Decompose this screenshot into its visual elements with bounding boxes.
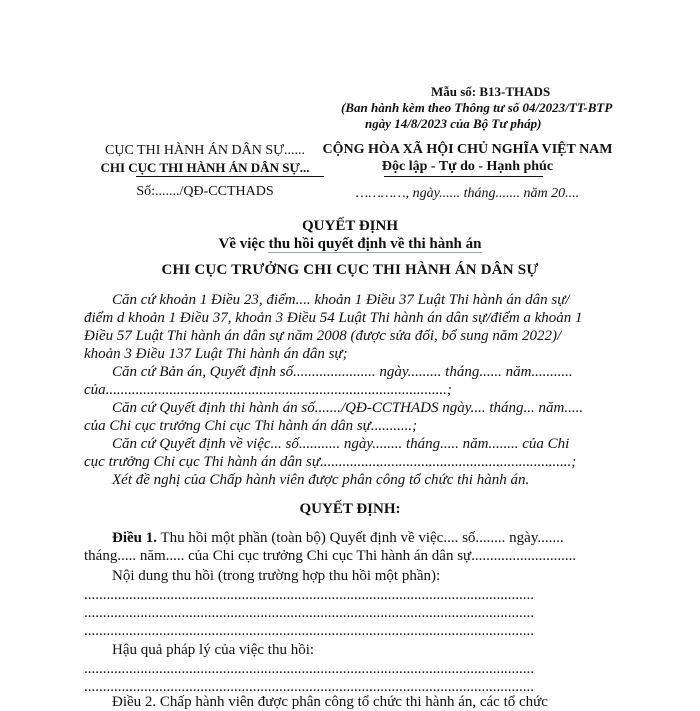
motto-underline	[384, 176, 543, 177]
document-title: QUYẾT ĐỊNH	[302, 218, 398, 234]
basis-line: Điều 57 Luật Thi hành án dân sự năm 2008 (được sửa đổi, bổ sung năm 2022)/	[84, 328, 562, 344]
dotted-fill-line: ........................................................................................................................	[84, 587, 534, 603]
document-subject	[0, 236, 700, 253]
basis-line: của...........................................................................................;	[84, 382, 452, 398]
document-number: Số:......./QĐ-CCTHADS	[136, 184, 274, 199]
national-motto: Độc lập - Tự do - Hạnh phúc	[381, 159, 554, 174]
dotted-fill-line: ........................................................................................................................	[84, 605, 534, 621]
sub-agency-underline	[136, 176, 324, 177]
article-1-line2: tháng..... năm..... của Chi cục trưởng Chi cục Thi hành án dân sự............................	[84, 548, 577, 564]
basis-line: Căn cứ Quyết định thi hành án số......./QĐ-CCTHADS ngày.... tháng... năm.....	[112, 400, 584, 416]
basis-line: khoản 3 Điều 137 Luật Thi hành án dân sự;	[84, 346, 348, 362]
dotted-fill-line: ........................................................................................................................	[84, 623, 534, 639]
basis-line: Xét đề nghị của Chấp hành viên được phân công tổ chức thi hành án.	[112, 472, 530, 488]
basis-line: Căn cứ Bản án, Quyết định số...................... ngày......... tháng...... năm...........	[112, 364, 573, 380]
dotted-fill-line: ........................................................................................................................	[84, 679, 534, 695]
form-note-line2: ngày 14/8/2023 của Bộ Tư pháp)	[365, 116, 542, 131]
article-1-text: Thu hồi một phần (toàn bộ) Quyết định về việc.... số........ ngày.......	[157, 530, 564, 546]
subject-link[interactable]: thu hồi quyết định về thi hành án	[268, 236, 482, 252]
form-note-line1: (Ban hành kèm theo Thông tư số 04/2023/TT-BTP	[341, 100, 613, 115]
issuing-authority: CHI CỤC TRƯỞNG CHI CỤC THI HÀNH ÁN DÂN SỰ	[161, 262, 539, 278]
revocation-content-label: Nội dung thu hồi (trong trường hợp thu hồi một phần):	[112, 568, 441, 584]
form-code: Mẫu số: B13-THADS	[431, 84, 551, 99]
agency-name: CỤC THI HÀNH ÁN DÂN SỰ......	[105, 143, 305, 158]
decision-heading: QUYẾT ĐỊNH:	[299, 501, 401, 517]
basis-line: Căn cứ Quyết định về việc... số........... ngày........ tháng..... năm........ của Chi	[112, 436, 570, 452]
sub-agency-name: CHI CỤC THI HÀNH ÁN DÂN SỰ...	[100, 160, 310, 175]
article-2-partial: Điều 2. Chấp hành viên được phân công tổ chức thi hành án, các tổ chức	[112, 694, 548, 710]
subject-prefix: Về việc	[218, 236, 269, 252]
issue-date: …………, ngày...... tháng....... năm 20....	[355, 186, 580, 201]
basis-line: cục trưởng Chi cục Thi hành án dân sự...................................................................;	[84, 454, 577, 470]
article-1-label: Điều 1.	[112, 530, 157, 546]
legal-consequence-label: Hậu quả pháp lý của việc thu hồi:	[112, 642, 315, 658]
article-1-line1	[112, 530, 564, 547]
basis-line: của Chi cục trưởng Chi cục Thi hành án dân sự...........;	[84, 418, 418, 434]
dotted-fill-line: ........................................................................................................................	[84, 661, 534, 677]
basis-line: điểm d khoản 1 Điều 37, khoản 3 Điều 54 Luật Thi hành án dân sự/điểm a khoản 1	[84, 310, 583, 326]
country-name: CỘNG HÒA XÃ HỘI CHỦ NGHĨA VIỆT NAM	[322, 142, 613, 157]
basis-line: Căn cứ khoản 1 Điều 23, điểm.... khoản 1 Điều 37 Luật Thi hành án dân sự/	[112, 292, 570, 308]
